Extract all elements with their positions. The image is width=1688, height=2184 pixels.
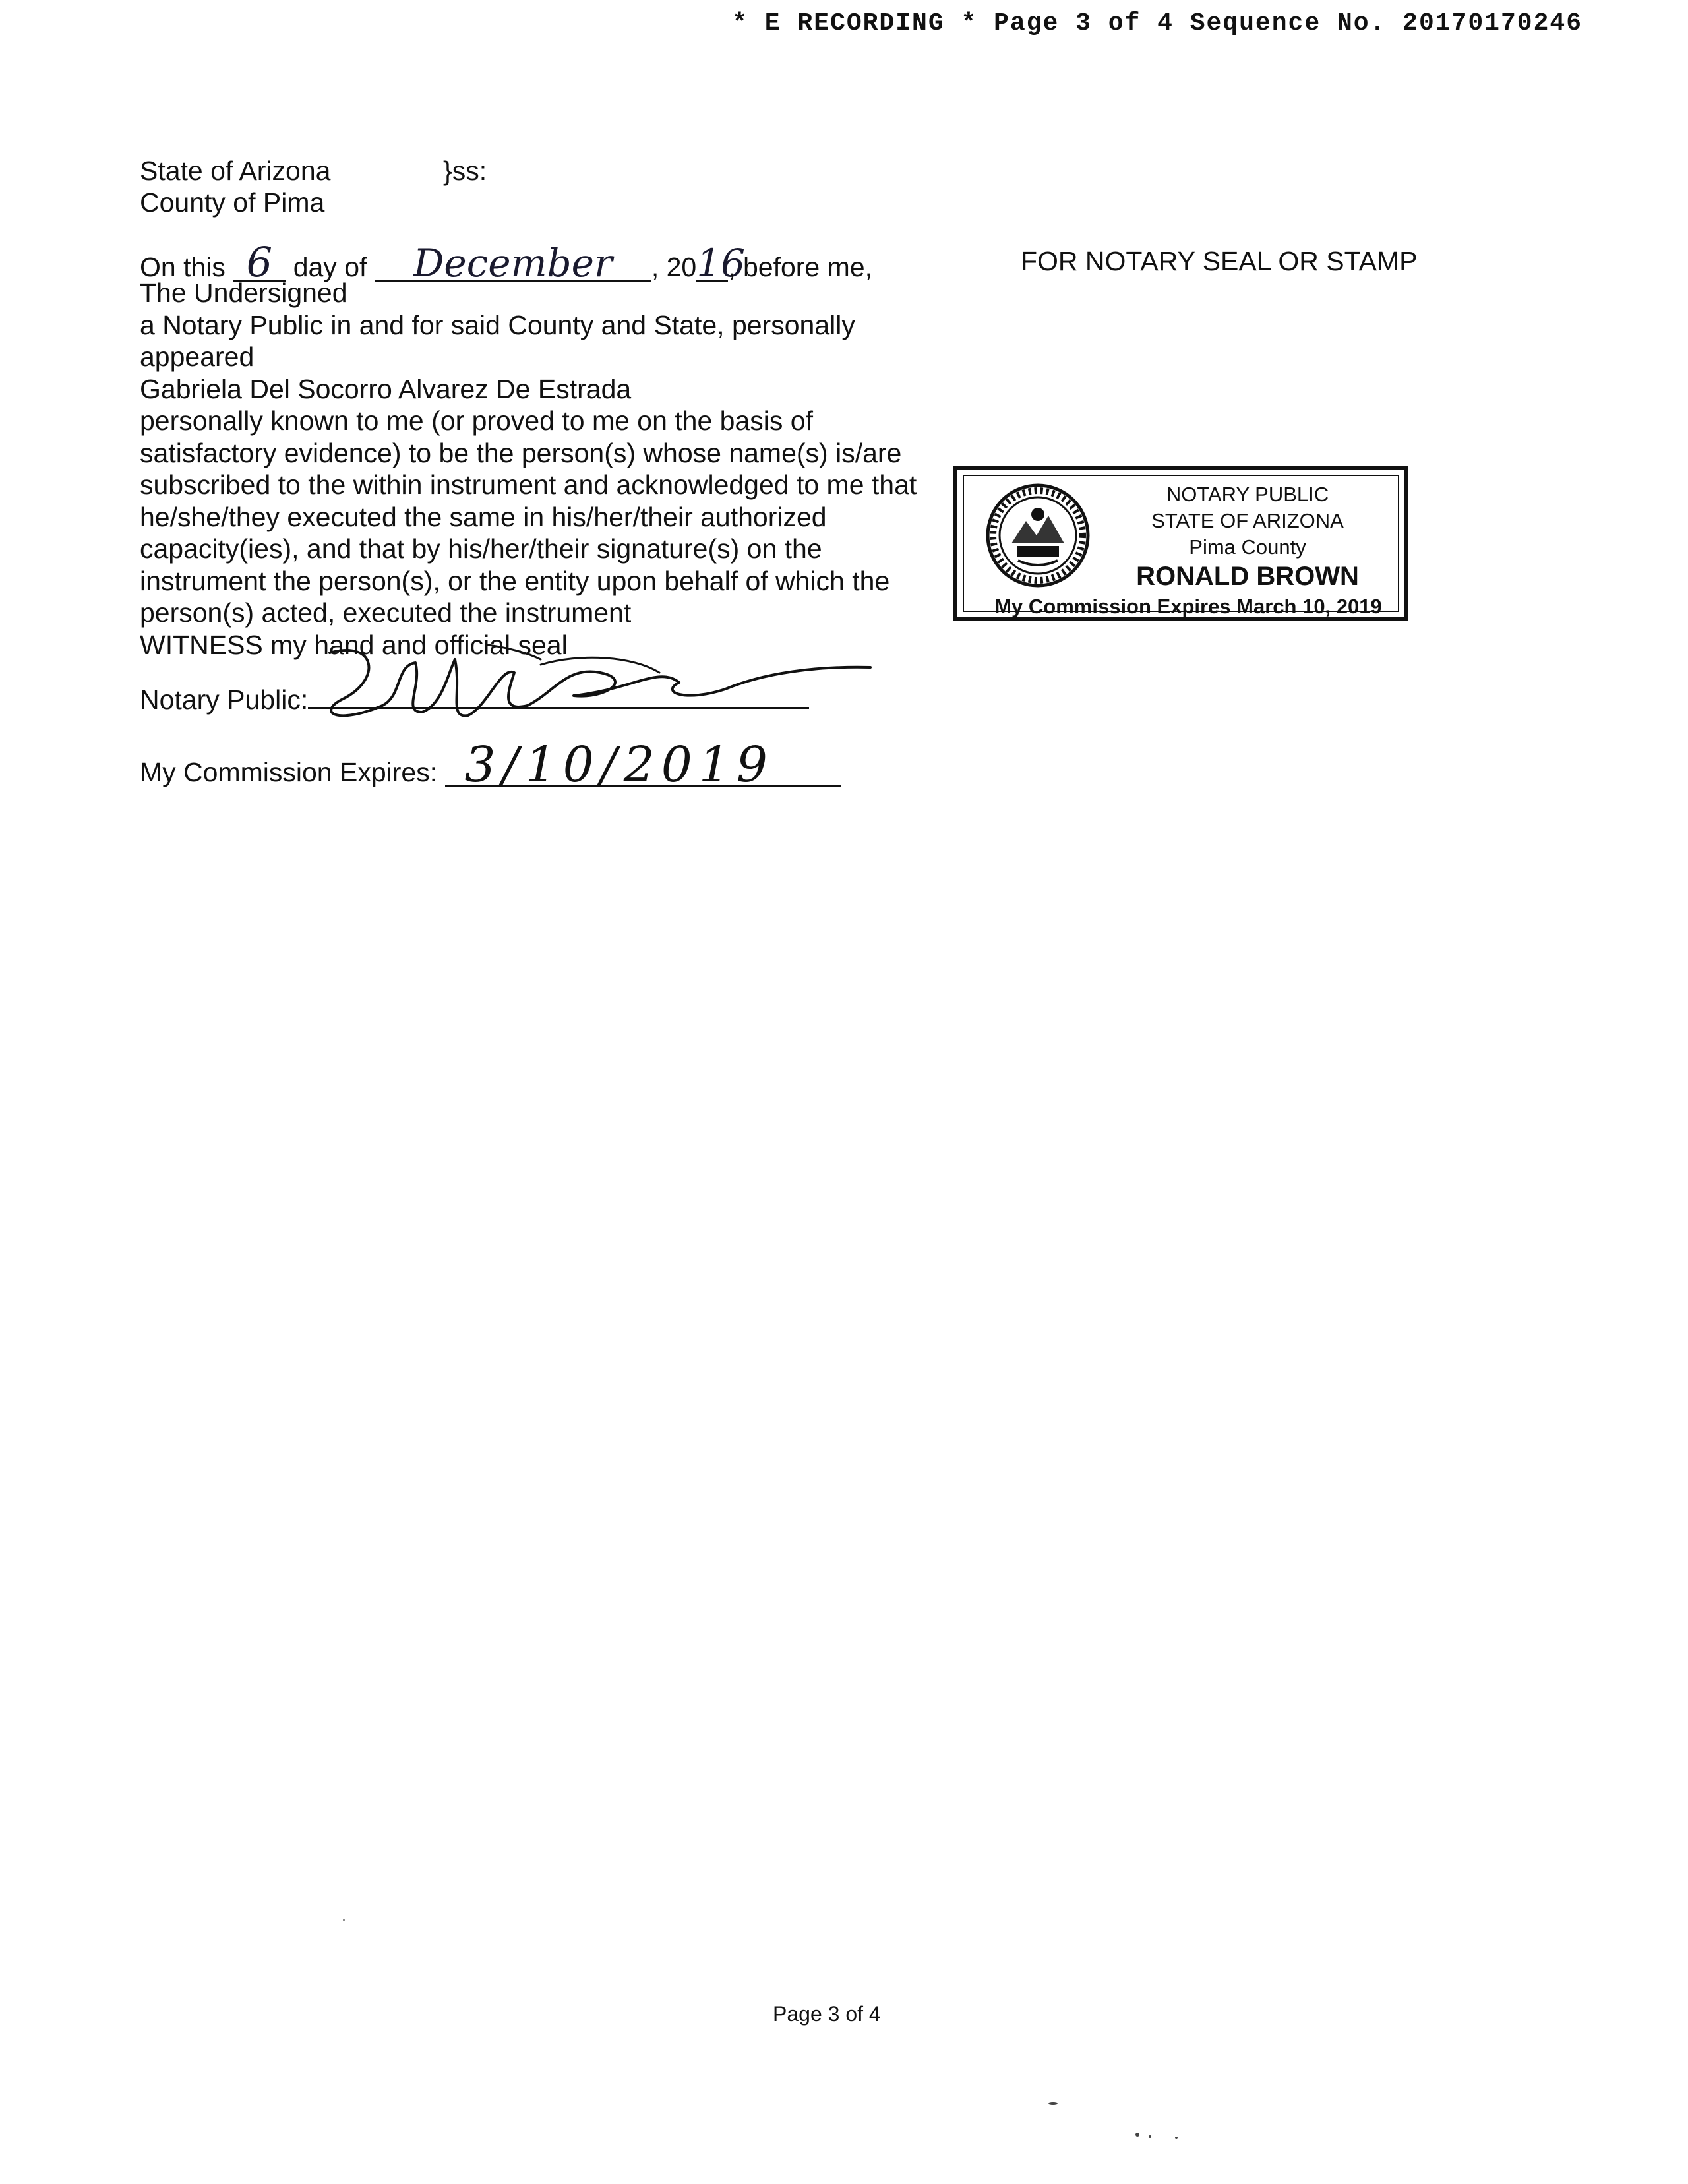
venue-ss: }ss: <box>443 156 487 186</box>
acknowledgment-line: a Notary Public in and for said County and State, personally <box>140 309 855 340</box>
acknowledgment-line: he/she/they executed the same in his/her/their authorized <box>140 501 827 532</box>
scan-speck <box>1135 2133 1139 2137</box>
handwritten-expiration: 3/10/2019 <box>445 745 841 787</box>
acknowledgment-line: person(s) acted, executed the instrument <box>140 597 632 628</box>
stamp-commission-expires: My Commission Expires March 10, 2019 <box>994 595 1382 618</box>
scan-speck <box>343 1919 345 1921</box>
before-me-label: , before me, <box>728 252 872 282</box>
acknowledgment-paragraph <box>140 277 931 661</box>
handwritten-month: December <box>375 246 651 282</box>
venue-state: State of Arizona <box>140 156 331 186</box>
stamp-notary-public: NOTARY PUBLIC <box>1166 483 1329 506</box>
handwritten-year: 16 <box>696 241 746 286</box>
seal-area-label: FOR NOTARY SEAL OR STAMP <box>1021 246 1418 276</box>
handwritten-day: 6 <box>233 245 286 282</box>
stamp-state: STATE OF ARIZONA <box>1151 509 1344 532</box>
acknowledgment-line: satisfactory evidence) to be the person(s) whose name(s) is/are <box>140 437 902 468</box>
scan-speck <box>1149 2135 1151 2138</box>
notary-stamp <box>953 466 1408 621</box>
scan-speck <box>1048 2102 1058 2105</box>
witness-line: WITNESS my hand and official seal <box>140 629 568 660</box>
stamp-county: Pima County <box>1189 535 1306 559</box>
arizona-state-seal-icon <box>985 483 1091 588</box>
day-of-label: day of <box>293 252 367 282</box>
year-prefix: , 20 <box>651 252 697 282</box>
acknowledgment-line: capacity(ies), and that by his/her/their signature(s) on the <box>140 533 822 564</box>
on-this-label: On this <box>140 252 226 282</box>
acknowledgment-line: subscribed to the within instrument and acknowledged to me that <box>140 470 917 500</box>
notary-public-label: Notary Public: <box>140 684 309 715</box>
page-number: Page 3 of 4 <box>773 2002 881 2026</box>
commission-expires-line <box>140 737 841 793</box>
venue-county: County of Pima <box>140 187 325 218</box>
stamp-notary-name: RONALD BROWN <box>1136 562 1359 591</box>
scan-speck <box>1175 2137 1178 2139</box>
acknowledgment-line: instrument the person(s), or the entity upon behalf of which the <box>140 565 890 596</box>
acknowledgment-line: personally known to me (or proved to me on the basis of <box>140 406 813 436</box>
signer-name: Gabriela Del Socorro Alvarez De Estrada <box>140 373 632 404</box>
commission-expires-label: My Commission Expires: <box>140 757 438 787</box>
recording-banner: * E RECORDING * Page 3 of 4 Sequence No. 20170170246 <box>732 9 1582 38</box>
acknowledgment-line: appeared <box>140 342 255 372</box>
acknowledgment-line: The Undersigned <box>140 278 347 308</box>
notary-signature-scribble <box>290 626 884 739</box>
